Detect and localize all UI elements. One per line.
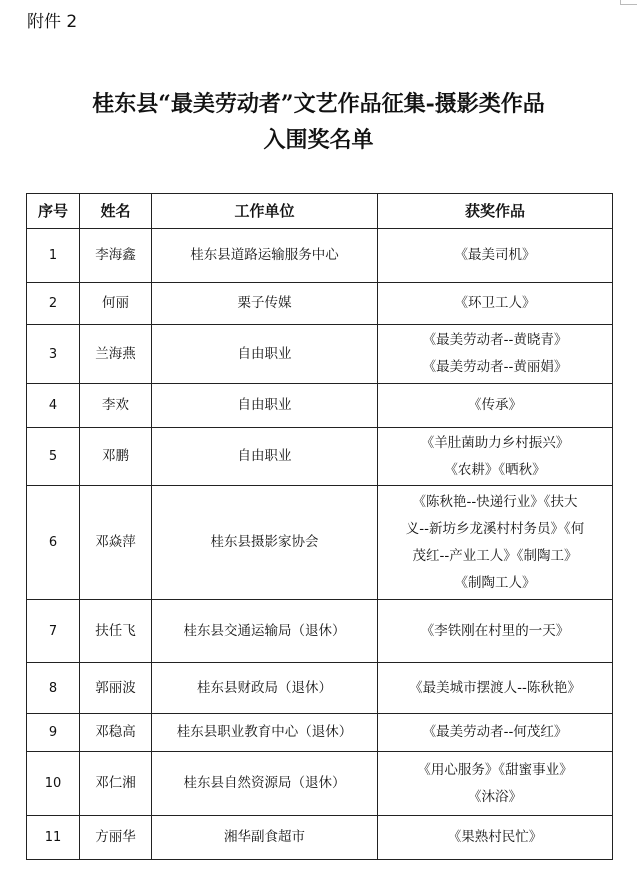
row-award-works bbox=[378, 714, 613, 752]
row-name: 邓鹏 bbox=[80, 428, 152, 486]
row-name: 李欢 bbox=[80, 384, 152, 428]
row-award-works bbox=[378, 486, 613, 600]
row-work-unit: 桂东县自然资源局（退休） bbox=[152, 752, 378, 816]
row-name: 何丽 bbox=[80, 283, 152, 325]
award-work-line: 《李铁刚在村里的一天》 bbox=[420, 622, 570, 639]
table-row bbox=[27, 714, 613, 752]
row-name: 李海鑫 bbox=[80, 229, 152, 283]
row-name: 邓仁湘 bbox=[80, 752, 152, 816]
title-line-1: 桂东县“最美劳动者”文艺作品征集-摄影类作品 bbox=[92, 91, 545, 117]
row-number: 3 bbox=[27, 325, 80, 384]
row-award-works bbox=[378, 752, 613, 816]
header-name: 姓名 bbox=[80, 194, 152, 229]
row-number: 4 bbox=[27, 384, 80, 428]
award-work-line: 《最美劳动者--黄丽娟》 bbox=[422, 359, 568, 375]
table-header-row bbox=[27, 194, 613, 229]
row-number: 5 bbox=[27, 428, 80, 486]
row-award-works bbox=[378, 325, 613, 384]
header-award-works: 获奖作品 bbox=[378, 194, 613, 229]
table-row bbox=[27, 663, 613, 714]
award-work-line: 茂红--产业工人》《制陶工》 bbox=[412, 547, 578, 564]
row-award-works bbox=[378, 816, 613, 860]
row-work-unit: 栗子传媒 bbox=[152, 283, 378, 325]
award-work-line: 《沐浴》 bbox=[468, 788, 522, 805]
header-serial-number: 序号 bbox=[27, 194, 80, 229]
award-work-line: 《环卫工人》 bbox=[454, 295, 536, 311]
row-number: 6 bbox=[27, 486, 80, 600]
award-work-line: 《最美劳动者--黄晓青》 bbox=[422, 332, 568, 348]
row-work-unit: 自由职业 bbox=[152, 428, 378, 486]
row-name: 方丽华 bbox=[80, 816, 152, 860]
table-row bbox=[27, 816, 613, 860]
award-work-line: 《制陶工人》 bbox=[454, 574, 536, 591]
row-number: 2 bbox=[27, 283, 80, 325]
row-work-unit: 自由职业 bbox=[152, 384, 378, 428]
row-award-works bbox=[378, 384, 613, 428]
award-work-line: 《最美劳动者--何茂红》 bbox=[422, 724, 568, 740]
award-work-line: 《农耕》《晒秋》 bbox=[444, 461, 546, 478]
award-work-line: 《用心服务》《甜蜜事业》 bbox=[417, 761, 573, 778]
table-row bbox=[27, 600, 613, 663]
row-name: 邓焱萍 bbox=[80, 486, 152, 600]
row-name: 扶任飞 bbox=[80, 600, 152, 663]
award-table bbox=[26, 193, 613, 860]
row-number: 10 bbox=[27, 752, 80, 816]
award-work-line: 《传承》 bbox=[468, 397, 522, 413]
table-row bbox=[27, 752, 613, 816]
row-number: 9 bbox=[27, 714, 80, 752]
row-award-works bbox=[378, 600, 613, 663]
award-work-line: 《最美城市摆渡人--陈秋艳》 bbox=[409, 679, 581, 696]
award-work-line: 义--新坊乡龙溪村村务员》《何 bbox=[405, 520, 585, 537]
table-row bbox=[27, 229, 613, 283]
row-work-unit: 桂东县摄影家协会 bbox=[152, 486, 378, 600]
award-work-line: 《陈秋艳--快递行业》《扶大 bbox=[412, 493, 578, 510]
table-row bbox=[27, 428, 613, 486]
award-work-line: 《最美司机》 bbox=[454, 247, 536, 263]
table-row bbox=[27, 283, 613, 325]
row-award-works bbox=[378, 283, 613, 325]
table-row bbox=[27, 384, 613, 428]
document-title bbox=[0, 86, 637, 158]
row-work-unit: 自由职业 bbox=[152, 325, 378, 384]
table-row bbox=[27, 486, 613, 600]
row-number: 7 bbox=[27, 600, 80, 663]
row-work-unit: 桂东县道路运输服务中心 bbox=[152, 229, 378, 283]
row-name: 兰海燕 bbox=[80, 325, 152, 384]
header-work-unit: 工作单位 bbox=[152, 194, 378, 229]
title-line-2: 入围奖名单 bbox=[263, 127, 374, 153]
row-name: 郭丽波 bbox=[80, 663, 152, 714]
row-number: 1 bbox=[27, 229, 80, 283]
attachment-label: 附件 2 bbox=[27, 12, 78, 32]
row-award-works bbox=[378, 229, 613, 283]
row-work-unit: 桂东县交通运输局（退休） bbox=[152, 600, 378, 663]
row-number: 8 bbox=[27, 663, 80, 714]
award-work-line: 《果熟村民忙》 bbox=[447, 829, 543, 845]
row-work-unit: 湘华副食超市 bbox=[152, 816, 378, 860]
table-row bbox=[27, 325, 613, 384]
row-work-unit: 桂东县职业教育中心（退休） bbox=[152, 714, 378, 752]
page-corner-mark bbox=[620, 0, 637, 5]
row-work-unit: 桂东县财政局（退休） bbox=[152, 663, 378, 714]
row-number: 11 bbox=[27, 816, 80, 860]
row-award-works bbox=[378, 663, 613, 714]
row-name: 邓稳高 bbox=[80, 714, 152, 752]
award-work-line: 《羊肚菌助力乡村振兴》 bbox=[420, 434, 570, 451]
row-award-works bbox=[378, 428, 613, 486]
